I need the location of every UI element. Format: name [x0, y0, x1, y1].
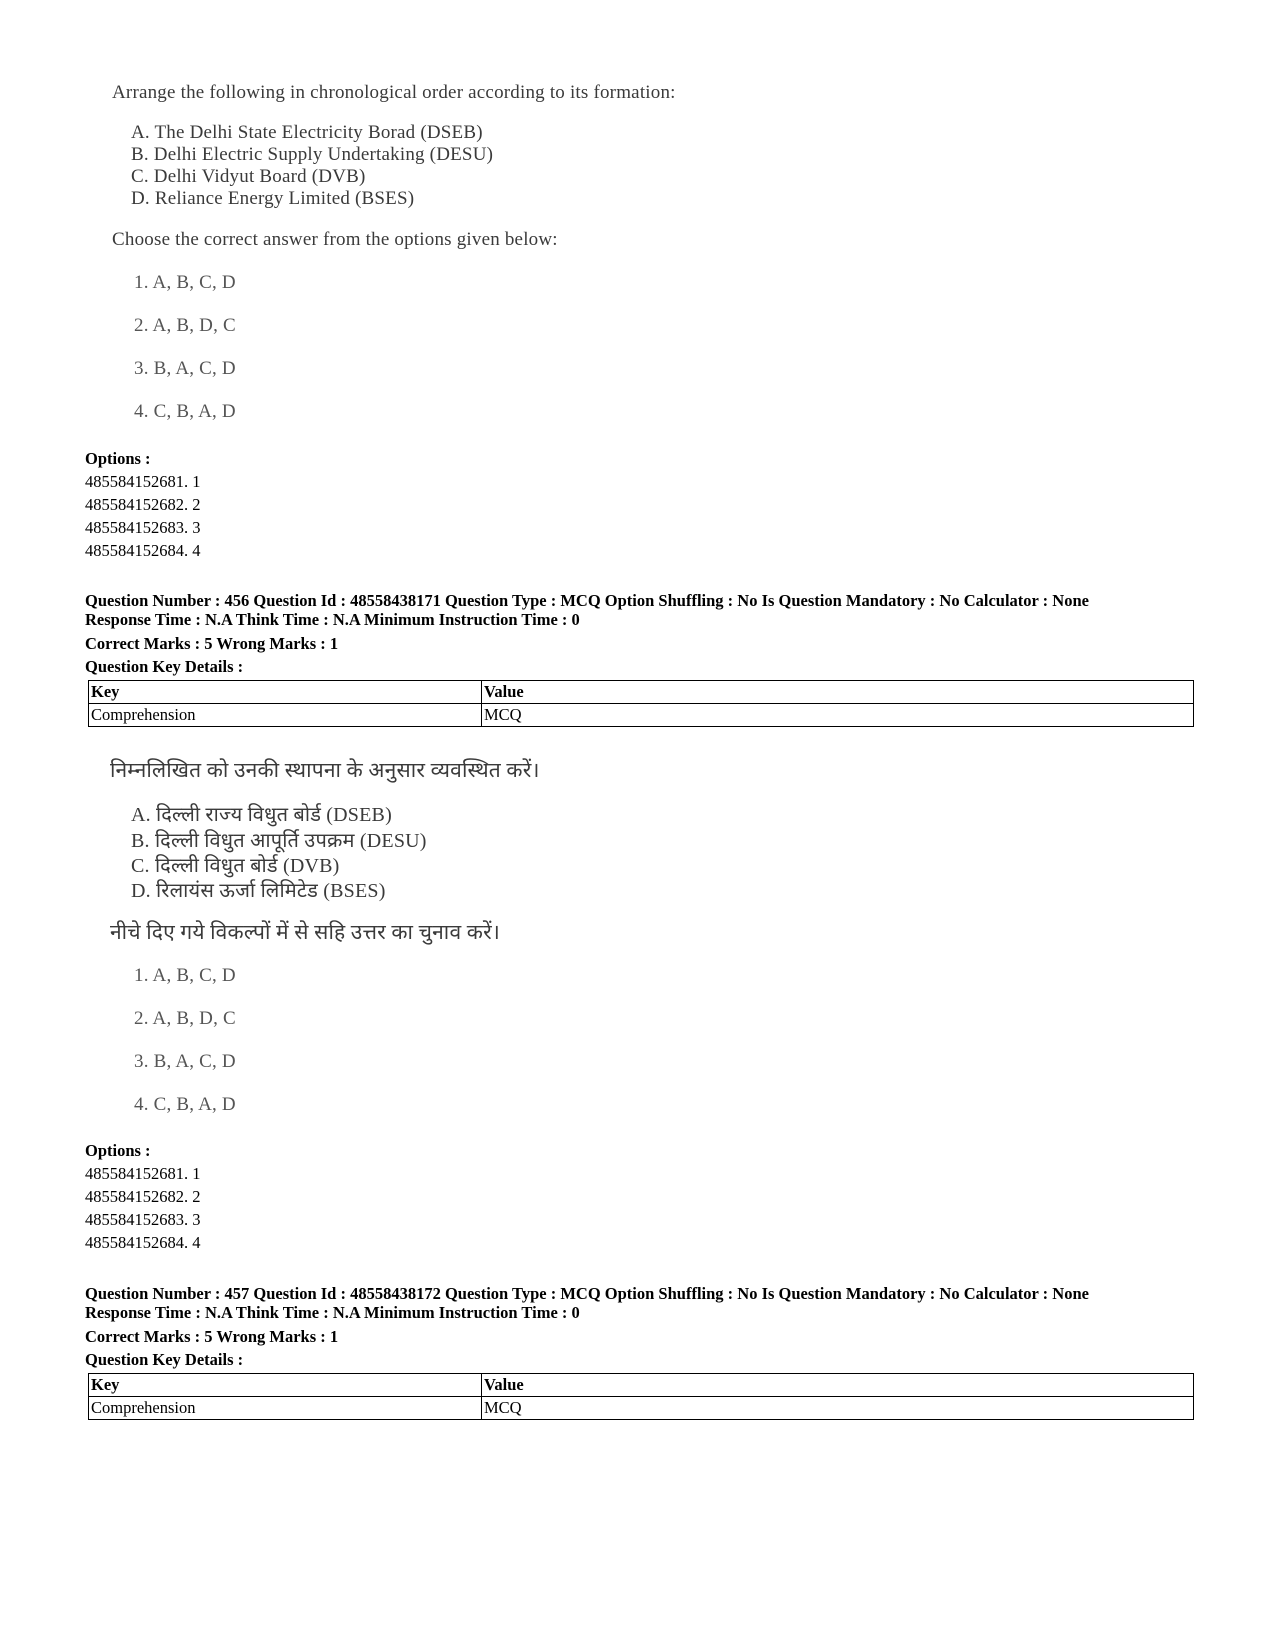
option-item: 485584152681. 1: [85, 472, 201, 491]
table-cell-value: MCQ: [482, 704, 1194, 727]
table-row: [89, 1397, 1194, 1420]
table-header-value: Value: [482, 681, 1194, 704]
table-header-key: Key: [89, 681, 482, 704]
statement-b: B. दिल्ली विधुत आपूर्ति उपक्रम (DESU): [131, 830, 427, 852]
choice-3: 3. B, A, C, D: [134, 358, 236, 379]
question-header: [85, 1284, 1089, 1371]
options-block: [85, 447, 201, 562]
table-header-row: [89, 681, 1194, 704]
question-stem: Arrange the following in chronological order according to its formation:: [112, 82, 676, 103]
question-marks: Correct Marks : 5 Wrong Marks : 1: [85, 634, 339, 653]
choice-1: 1. A, B, C, D: [134, 272, 236, 293]
statement-d: D. रिलायंस ऊर्जा लिमिटेड (BSES): [131, 880, 386, 902]
choose-instruction: Choose the correct answer from the options given below:: [112, 229, 558, 250]
option-item: 485584152682. 2: [85, 1187, 201, 1206]
statement-a: A. दिल्ली राज्य विधुत बोर्ड (DSEB): [131, 804, 392, 826]
option-item: 485584152683. 3: [85, 518, 201, 537]
statement-b: B. Delhi Electric Supply Undertaking (DESU): [131, 144, 494, 165]
key-value-table: [88, 680, 1194, 727]
choice-2: 2. A, B, D, C: [134, 1008, 236, 1029]
choose-instruction: नीचे दिए गये विकल्पों में से सहि उत्तर का चुनाव करें।: [110, 920, 501, 944]
choice-2: 2. A, B, D, C: [134, 315, 236, 336]
question-key-details: Question Key Details :: [85, 657, 244, 676]
table-header-key: Key: [89, 1374, 482, 1397]
question-meta-line1: Question Number : 456 Question Id : 48558438171 Question Type : MCQ Option Shuffling : No Is Question Mandatory : No Calculator : None: [85, 591, 1089, 610]
table-cell-key: Comprehension: [89, 1397, 482, 1420]
table-header-value: Value: [482, 1374, 1194, 1397]
option-item: 485584152682. 2: [85, 495, 201, 514]
table-cell-key: Comprehension: [89, 704, 482, 727]
question-meta-line2: Response Time : N.A Think Time : N.A Minimum Instruction Time : 0: [85, 1303, 580, 1322]
statement-c: C. Delhi Vidyut Board (DVB): [131, 166, 366, 187]
question-header: [85, 591, 1089, 678]
choice-1: 1. A, B, C, D: [134, 965, 236, 986]
table-header-row: [89, 1374, 1194, 1397]
question-meta-line2: Response Time : N.A Think Time : N.A Minimum Instruction Time : 0: [85, 610, 580, 629]
choice-4: 4. C, B, A, D: [134, 1094, 236, 1115]
key-value-table: [88, 1373, 1194, 1420]
option-item: 485584152684. 4: [85, 1233, 201, 1252]
statement-c: C. दिल्ली विधुत बोर्ड (DVB): [131, 855, 340, 877]
options-block: [85, 1139, 201, 1254]
options-heading: Options :: [85, 1141, 151, 1160]
table-row: [89, 704, 1194, 727]
question-meta-line1: Question Number : 457 Question Id : 48558438172 Question Type : MCQ Option Shuffling : No Is Question Mandatory : No Calculator : None: [85, 1284, 1089, 1303]
question-key-details: Question Key Details :: [85, 1350, 244, 1369]
option-item: 485584152683. 3: [85, 1210, 201, 1229]
table-cell-value: MCQ: [482, 1397, 1194, 1420]
option-item: 485584152681. 1: [85, 1164, 201, 1183]
question-marks: Correct Marks : 5 Wrong Marks : 1: [85, 1327, 339, 1346]
choice-4: 4. C, B, A, D: [134, 401, 236, 422]
choice-3: 3. B, A, C, D: [134, 1051, 236, 1072]
question-stem: निम्नलिखित को उनकी स्थापना के अनुसार व्यवस्थित करें।: [110, 758, 540, 782]
statement-a: A. The Delhi State Electricity Borad (DSEB): [131, 122, 483, 143]
option-item: 485584152684. 4: [85, 541, 201, 560]
options-heading: Options :: [85, 449, 151, 468]
statement-d: D. Reliance Energy Limited (BSES): [131, 188, 415, 209]
